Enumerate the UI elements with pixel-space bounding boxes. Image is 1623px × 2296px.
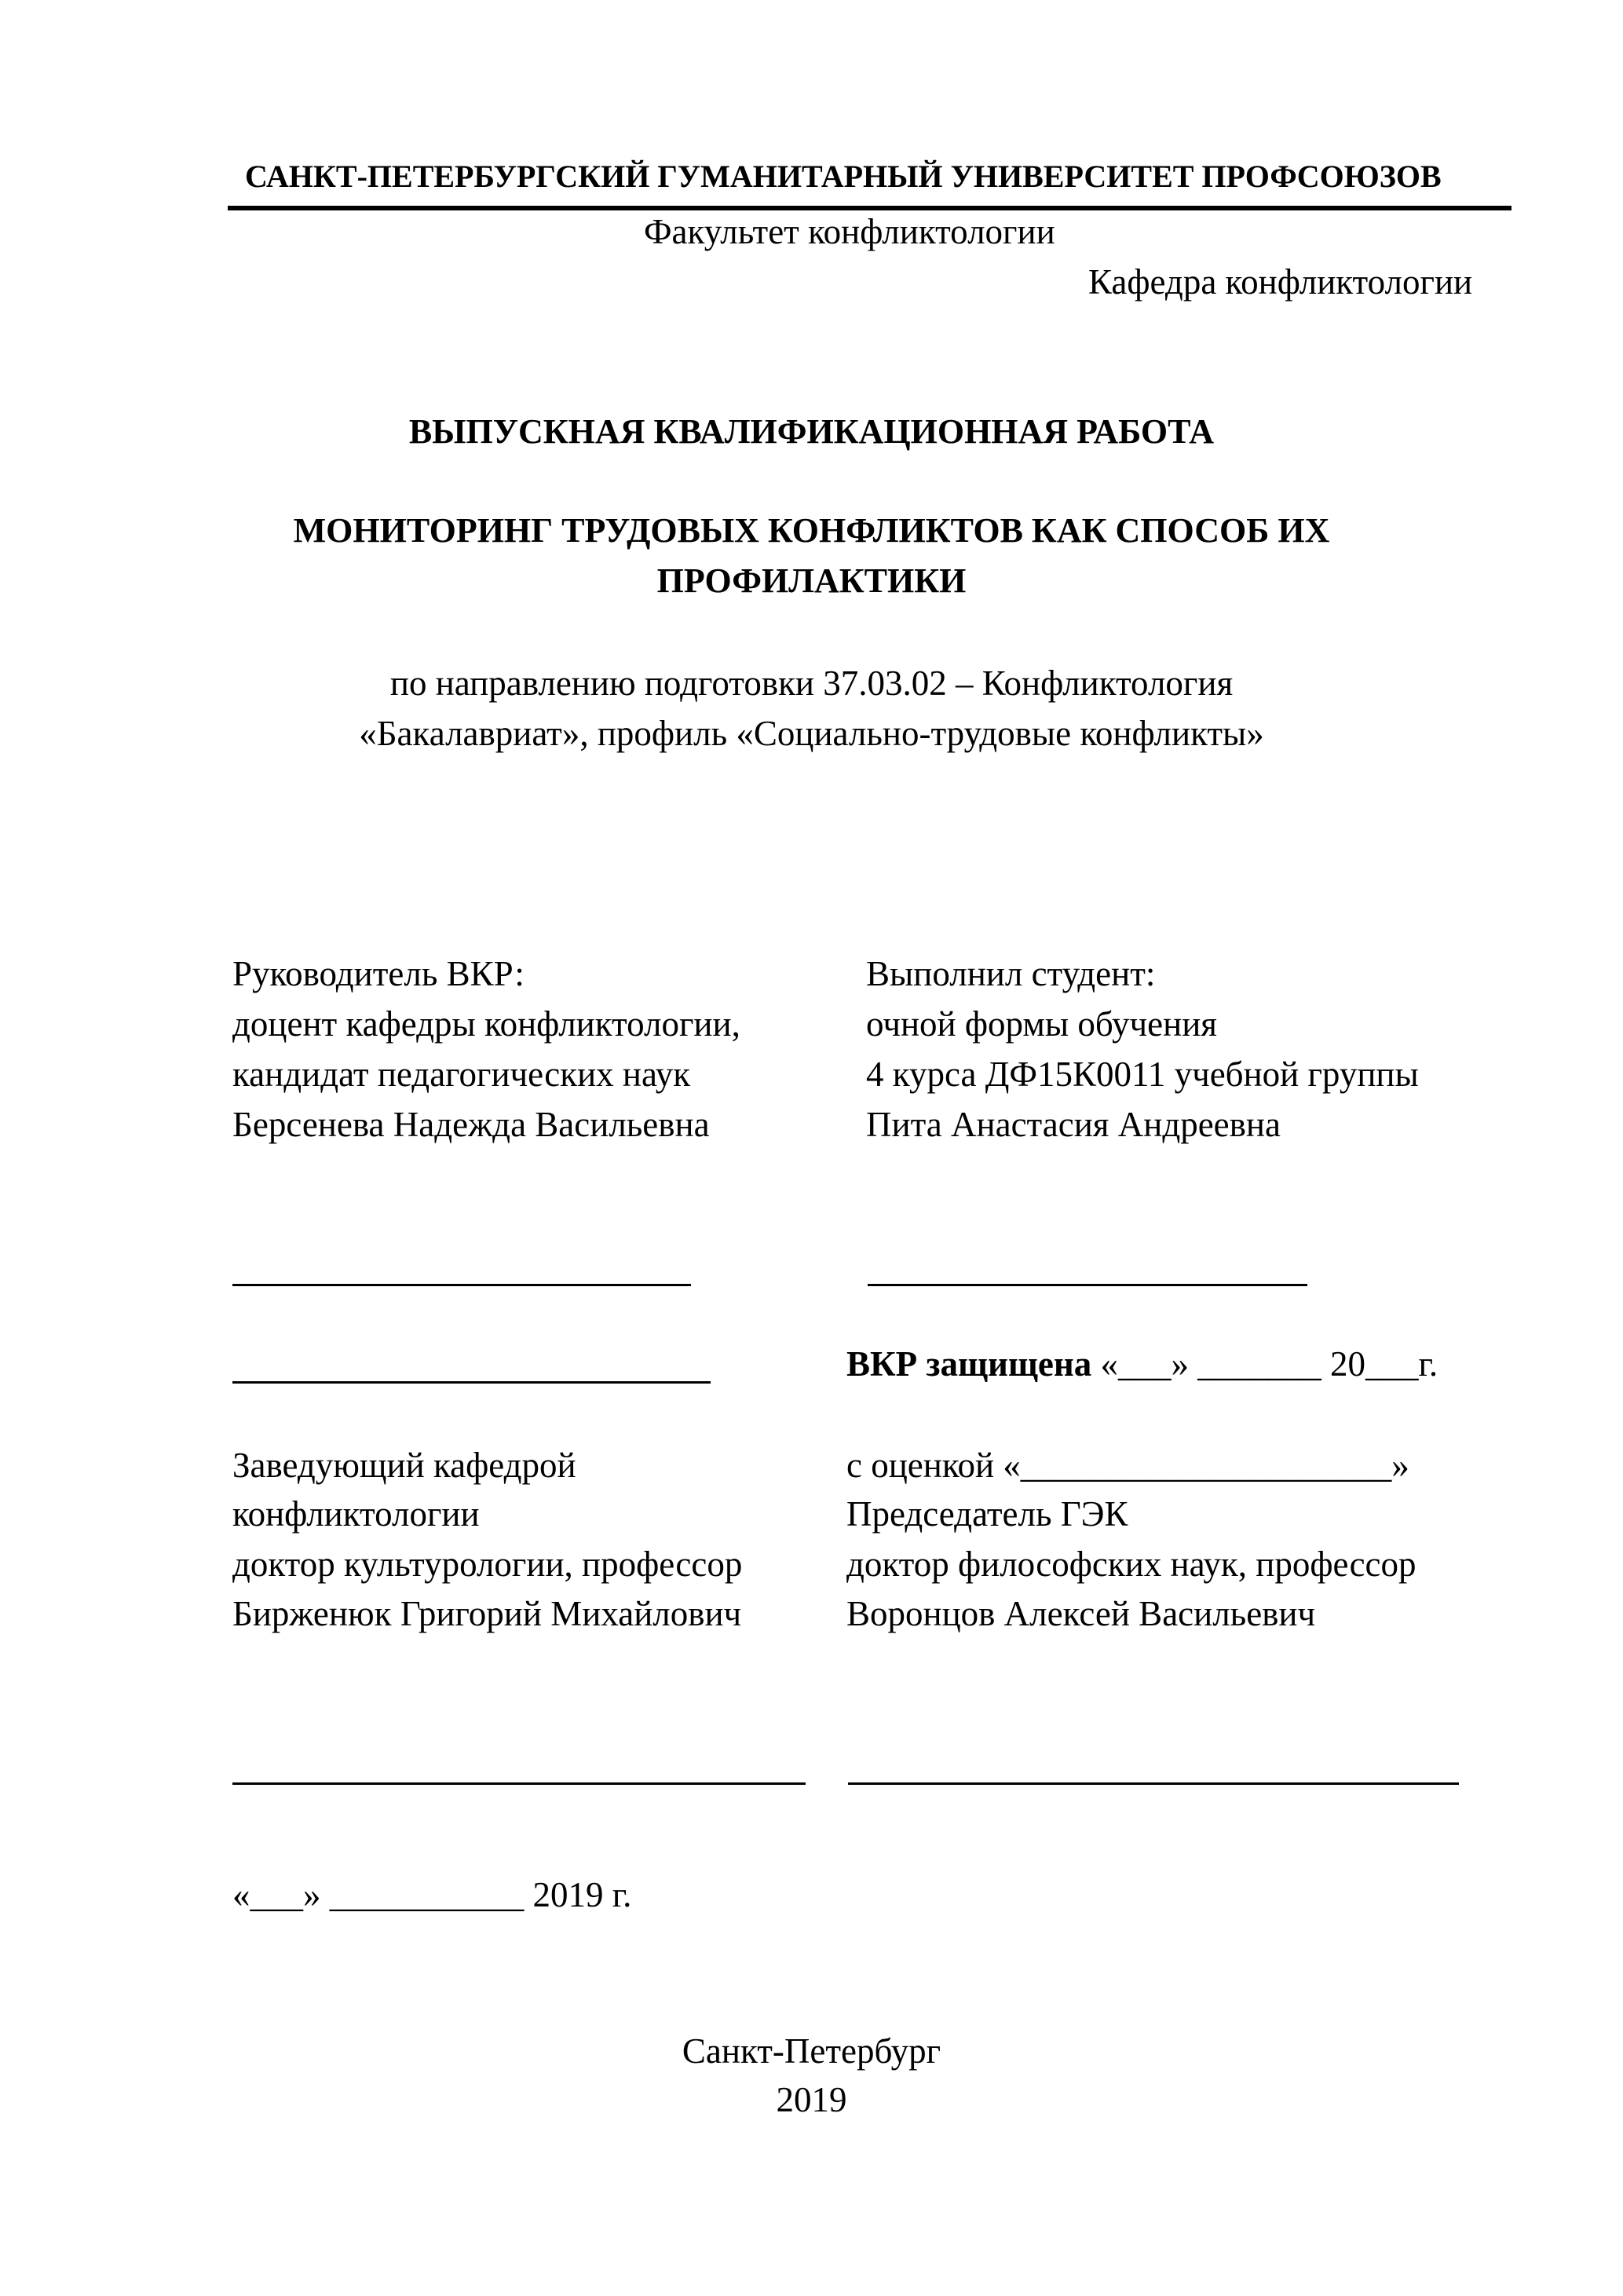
chairman-signature-line — [848, 1782, 1459, 1785]
department-name: Кафедра конфликтологии — [1088, 262, 1473, 302]
head-name: Бирженюк Григорий Михайлович — [232, 1594, 742, 1633]
chairman-degree: доктор философских наук, профессор — [846, 1545, 1416, 1584]
topic-title-line-2: ПРОФИЛАКТИКИ — [656, 561, 967, 600]
grade-field: с оценкой «_____________________» — [846, 1446, 1409, 1485]
university-name: САНКТ-ПЕТЕРБУРГСКИЙ ГУМАНИТАРНЫЙ УНИВЕРСИТЕТ ПРОФСОЮЗОВ — [245, 159, 1442, 194]
supervisor-name: Берсенева Надежда Васильевна — [232, 1105, 710, 1144]
direction-line-2: «Бакалавриат», профиль «Социально-трудовые конфликты» — [359, 714, 1264, 753]
supervisor-label: Руководитель ВКР: — [232, 954, 525, 993]
chairman-name: Воронцов Алексей Васильевич — [846, 1594, 1316, 1633]
head-label-line-2: конфликтологии — [232, 1494, 480, 1534]
supervisor-signature-line — [232, 1284, 691, 1286]
supervisor-degree: кандидат педагогических наук — [232, 1055, 691, 1094]
student-name: Пита Анастасия Андреевна — [866, 1105, 1281, 1144]
head-label-line-1: Заведующий кафедрой — [232, 1446, 576, 1485]
defense-left-signature-line — [232, 1381, 711, 1384]
defense-date-row — [846, 1344, 1438, 1384]
supervisor-position: доцент кафедры конфликтологии, — [232, 1004, 740, 1044]
faculty-name: Факультет конфликтологии — [644, 212, 1055, 251]
footer-year: 2019 — [776, 2080, 847, 2119]
direction-line-1: по направлению подготовки 37.03.02 – Конфликтология — [389, 664, 1234, 703]
topic-title-line-1: МОНИТОРИНГ ТРУДОВЫХ КОНФЛИКТОВ КАК СПОСОБ ИХ — [293, 511, 1330, 550]
footer-city: Санкт-Петербург — [682, 2031, 941, 2071]
chairman-label: Председатель ГЭК — [846, 1494, 1128, 1534]
student-group: 4 курса ДФ15К0011 учебной группы — [866, 1055, 1419, 1094]
work-type-heading: ВЫПУСКНАЯ КВАЛИФИКАЦИОННАЯ РАБОТА — [408, 412, 1215, 451]
defense-date-fields: «___» _______ 20___г. — [1091, 1344, 1438, 1384]
student-label: Выполнил студент: — [866, 954, 1156, 993]
student-study-form: очной формы обучения — [866, 1004, 1217, 1044]
approval-date-row: «___» ___________ 2019 г. — [232, 1875, 632, 1914]
head-degree: доктор культурологии, профессор — [232, 1545, 743, 1584]
header-rule — [228, 206, 1512, 210]
head-signature-line — [232, 1782, 806, 1785]
defense-label: ВКР защищена — [846, 1344, 1092, 1384]
student-signature-line — [868, 1284, 1307, 1286]
